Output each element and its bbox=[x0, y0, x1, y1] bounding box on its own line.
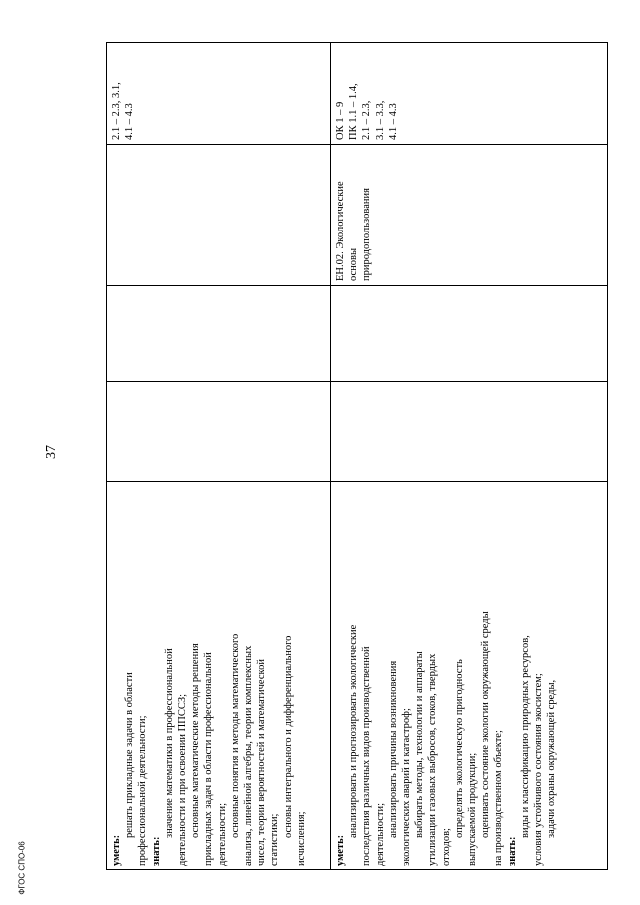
column-divider bbox=[106, 285, 608, 286]
cell-line: отходов; bbox=[440, 828, 452, 866]
cell-line: утилизации газовых выбросов, стоков, твердых bbox=[427, 653, 439, 866]
cell-line: ЕН.02. Экологические bbox=[335, 181, 346, 281]
cell-line: исчисления; bbox=[295, 811, 307, 866]
cell-line: чисел, теории вероятностей и математической bbox=[256, 659, 268, 866]
cell-line: выпускаемой продукции; bbox=[467, 752, 479, 866]
cell-line: прикладных задач в области профессиональной bbox=[203, 652, 215, 866]
cell-line: анализировать причины возникновения bbox=[387, 660, 399, 838]
cell-line: условия устойчивого состояния экосистем; bbox=[533, 673, 545, 866]
cell-line: оценивать состояние экологии окружающей среды bbox=[480, 611, 492, 838]
page-number: 37 bbox=[44, 445, 59, 459]
cell-line: виды и классификацию природных ресурсов, bbox=[519, 635, 531, 838]
cell-line: знать: bbox=[150, 836, 162, 866]
cell-line: выбирать методы, технологии и аппараты bbox=[414, 651, 426, 838]
cell-line: 3.1 – 3.3, bbox=[374, 100, 386, 140]
footer-code: ФГОС СПО-06 bbox=[17, 841, 27, 895]
cell-line: уметь: bbox=[335, 834, 346, 866]
row-1-competencies-cell bbox=[110, 82, 136, 140]
row-2-competencies-cell bbox=[334, 83, 400, 140]
cell-line: последствия различных видов производственной bbox=[361, 646, 373, 866]
row-2-content-cell bbox=[334, 611, 558, 866]
cell-line: 4.1 – 4.3 bbox=[124, 103, 136, 140]
cell-line: на производственном объекте; bbox=[493, 730, 505, 866]
row-2-discipline-cell bbox=[334, 181, 374, 281]
cell-line: 4.1 – 4.3 bbox=[387, 103, 399, 140]
cell-line: экологических аварий и катастроф; bbox=[401, 708, 413, 866]
column-divider bbox=[106, 144, 608, 145]
cell-line: уметь: bbox=[111, 834, 122, 866]
row-divider bbox=[330, 42, 331, 870]
cell-line: 2.1 – 2.3, bbox=[361, 100, 373, 140]
cell-line: задачи охраны окружающей среды, bbox=[546, 679, 558, 838]
cell-line: знать: bbox=[506, 836, 518, 866]
cell-line: значение математики в профессиональной bbox=[163, 648, 175, 838]
cell-line: природопользования bbox=[361, 188, 373, 281]
cell-line: основы интегрального и дифференциального bbox=[282, 635, 294, 838]
column-divider bbox=[106, 481, 608, 482]
cell-line: деятельности; bbox=[216, 802, 228, 866]
cell-line: 2.1 – 2.3, 3.1, bbox=[111, 82, 122, 140]
cell-line: решать прикладные задачи в области bbox=[124, 672, 136, 838]
cell-line: ПК 1.1 – 1.4, bbox=[348, 83, 360, 140]
cell-line: профессиональной деятельности; bbox=[137, 715, 149, 866]
cell-line: анализа, линейной алгебры, теории комплексных bbox=[243, 645, 255, 866]
column-divider bbox=[106, 381, 608, 382]
cell-line: деятельности; bbox=[374, 802, 386, 866]
cell-line: ОК 1 – 9 bbox=[335, 101, 346, 140]
cell-line: основы bbox=[348, 247, 360, 281]
row-1-content-cell bbox=[110, 634, 308, 866]
cell-line: основные математические методы решения bbox=[190, 643, 202, 838]
cell-line: анализировать и прогнозировать экологические bbox=[348, 624, 360, 838]
cell-line: основные понятия и методы математического bbox=[229, 633, 241, 838]
cell-line: определять экологическую пригодность bbox=[453, 659, 465, 838]
cell-line: статистики; bbox=[269, 813, 281, 866]
cell-line: деятельности и при освоении ППССЗ; bbox=[177, 693, 189, 866]
